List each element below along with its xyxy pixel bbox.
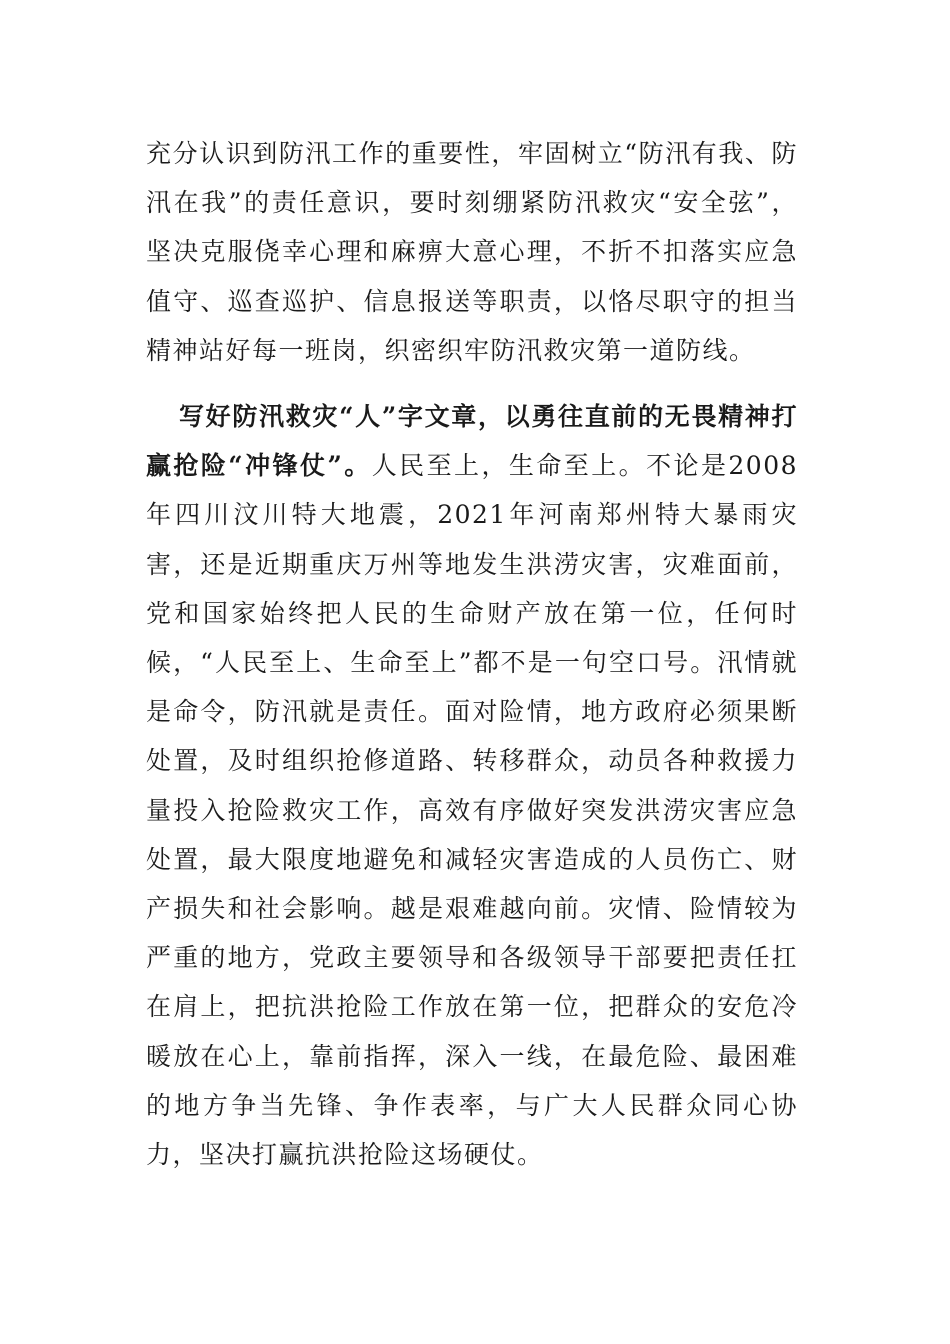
paragraph-section: [146, 392, 798, 1179]
section-heading: 写好防汛救灾“人”字文章，以勇往直前的无畏精神打赢抢险“冲锋仗”。: [146, 402, 798, 481]
section-body: 人民至上，生命至上。不论是2008年四川汶川特大地震，2021年河南郑州特大暴雨灾害，还是近期重庆万州等地发生洪涝灾害，灾难面前，党和国家始终把人民的生命财产放在第一位，任何时候，“人民至上、生命至上”都不是一句空口号。汛情就是命令，防汛就是责任。面对险情，地方政府必须果断处置，及时组织抢修道路、转移群众，动员各种救援力量投入抢险救灾工作，高效有序做好突发洪涝灾害应急处置，最大限度地避免和减轻灾害造成的人员伤亡、财产损失和社会影响。越是艰难越向前。灾情、险情较为严重的地方，党政主要领导和各级领导干部要把责任扛在肩上，把抗洪抢险工作放在第一位，把群众的安危冷暖放在心上，靠前指挥，深入一线，在最危险、最困难的地方争当先锋、争作表率，与广大人民群众同心协力，坚决打赢抗洪抢险这场硬仗。: [146, 451, 799, 1170]
document-body: [146, 129, 798, 1179]
paragraph-continuation: 充分认识到防汛工作的重要性，牢固树立“防汛有我、防汛在我”的责任意识，要时刻绷紧防汛救灾“安全弦”，坚决克服侥幸心理和麻痹大意心理，不折不扣落实应急值守、巡查巡护、信息报送等职责，以恪尽职守的担当精神站好每一班岗，织密织牢防汛救灾第一道防线。: [146, 139, 798, 365]
